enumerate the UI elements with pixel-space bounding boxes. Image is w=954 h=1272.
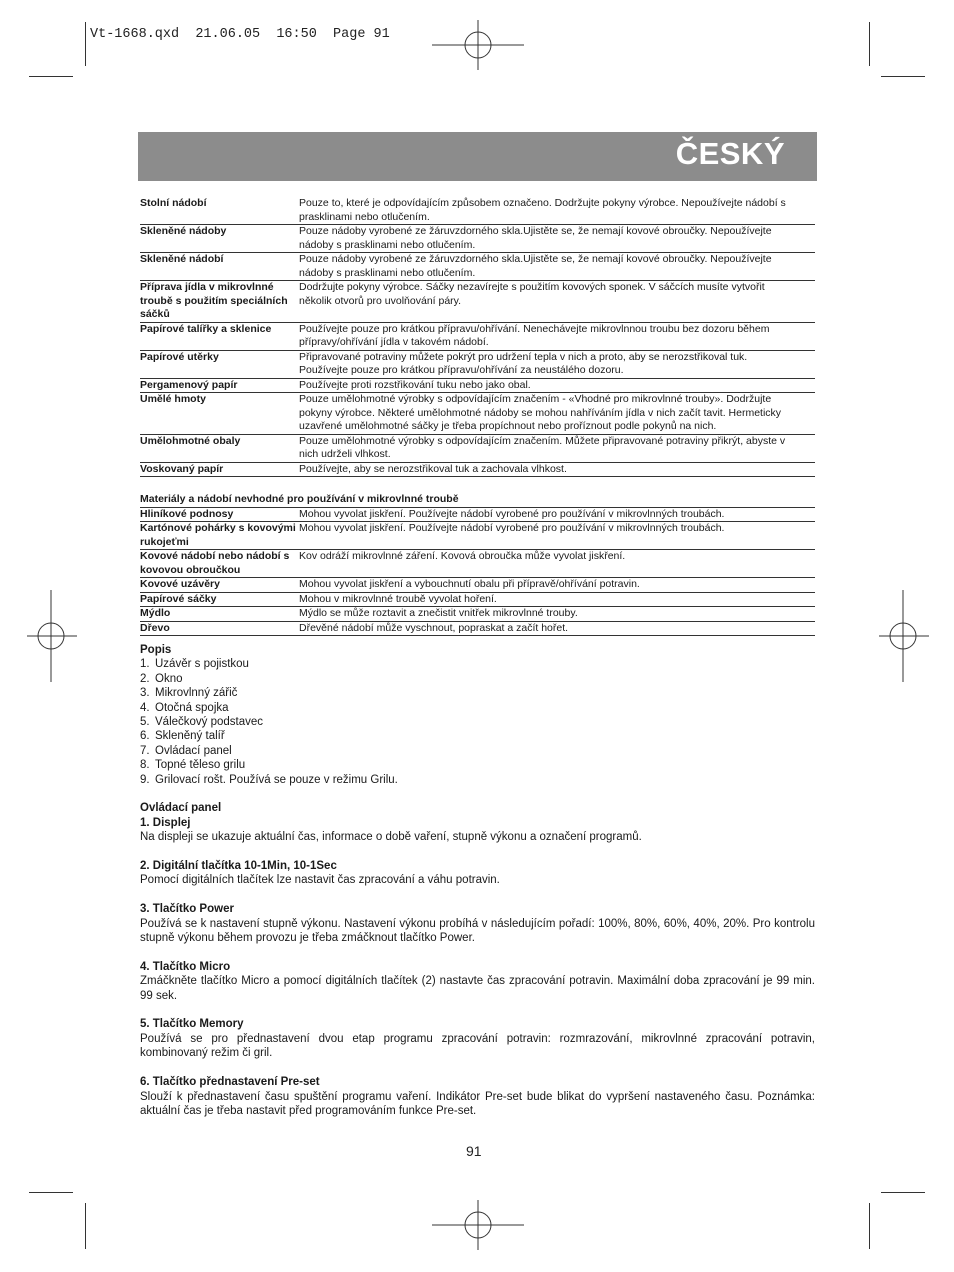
list-item [140,729,815,743]
list-item [140,773,815,787]
section-title: 6. Tlačítko přednastavení Pre-set [140,1076,320,1089]
registration-mark-icon [879,590,929,682]
crop-mark [29,1192,73,1193]
unsuitable-table-heading: Materiály a nádobí nevhodné pro používání v mikrovlnné troubě [140,493,815,508]
section-title: 2. Digitální tlačítka 10-1Min, 10-1Sec [140,860,337,873]
registration-mark-icon [27,590,77,682]
crop-mark [881,76,925,77]
material-description: Připravované potraviny můžete pokrýt pro udržení tepla v nich a proto, aby se nerozstřikoval tuk. Používejte pouze pro krátkou přípravu/ohřívání za neustálého dozoru. [299,350,748,376]
table-row [140,593,815,608]
material-name: Skleněné nádoby [140,225,227,237]
material-name: Příprava jídla v mikrovlnné troubě s použitím speciálních sáčků [140,281,288,320]
popis-heading: Popis [140,644,172,656]
table-row [140,508,815,523]
crop-mark [29,76,73,77]
material-name: Skleněné nádobí [140,253,224,265]
table-row [140,435,815,463]
material-description: Používejte, aby se nerozstřikoval tuk a zachovala vlhkost. [299,462,567,475]
material-name: Papírové talířky a sklenice [140,322,272,335]
material-name: Kovové nádobí nebo nádobí s kovovou obroučkou [140,550,290,576]
section-text: Používá se pro přednastavení dvou etap programu zpracování potravin: rozmrazování, mikrovlnné zpracování potravin, kombinovaný režim či gril. [140,1032,815,1060]
crop-mark [869,1203,870,1249]
material-name: Voskovaný papír [140,462,224,475]
section-title: 3. Tlačítko Power [140,903,234,916]
section-text: Pomocí digitálních tlačítek lze nastavit čas zpracování a váhu potravin. [140,874,500,887]
table-row [140,550,815,578]
section-title: 1. Displej [140,816,191,829]
crop-mark [881,1192,925,1193]
crop-mark [85,1203,86,1249]
crop-mark [85,22,86,66]
table-row [140,323,815,351]
section-text: Slouží k přednastavení času spuštění programu vaření. Indikátor Pre-set bude blikat do vypršení nastaveného času. Poznámka: aktuální čas je třeba nastavit před programováním funkce Pre-set. [140,1090,815,1117]
material-name: Umělohmotné obaly [140,434,241,447]
table-row [140,225,815,253]
material-description: Používejte proti rozstřikování tuku nebo jako obal. [299,378,531,391]
material-name: Umělé hmoty [140,393,206,405]
list-item-number: 4. [140,701,150,714]
material-name: Papírové sáčky [140,592,217,605]
list-item-text: Uzávěr s pojistkou [155,658,249,671]
material-name: Pergamenový papír [140,378,238,391]
material-description: Mohou vyvolat jiskření. Používejte nádobí vyrobené pro používání v mikrovlnných troubách. [299,522,725,534]
list-item-text: Válečkový podstavec [155,716,264,729]
list-item-number: 1. [140,658,150,671]
material-name: Papírové utěrky [140,350,219,363]
table-row [140,253,815,281]
registration-mark-icon [432,20,524,70]
list-item [140,701,815,715]
table-row [140,463,815,478]
material-name: Kovové uzávěry [140,578,220,590]
list-item-number: 7. [140,744,150,757]
material-description: Pouze umělohmotné výrobky s odpovídajícím značením. Můžete připravované potraviny přikrýt, abyste v nich udrželi vlhkost. [299,434,786,460]
material-name: Stolní nádobí [140,197,207,209]
section-text: Zmáčkněte tlačítko Micro a pomocí digitálních tlačítek (2) nastavte čas zpracování potravin. Maximální doba zpracování je 99 min. 99 sek. [140,975,815,1002]
material-description: Pouze nádoby vyrobené ze žáruvzdorného skla.Ujistěte se, že nemají kovové obroučky. Nepoužívejte nádoby s prasklinami nebo otlučením. [299,253,772,279]
material-description: Pouze umělohmotné výrobky s odpovídajícím značením - «Vhodné pro mikrovlnné trouby». Dodržujte pokyny výrobce. Některé umělohmotné nádoby se mohou nahříváním jídla v nich začít tavit. Hermeticky uzavřené umělohmotné sáčky je třeba propíchnout nebo proříznout podle pokynů na nich. [299,393,782,432]
unsuitable-cookware-table [140,493,815,636]
material-name: Hliníkové podnosy [140,507,234,520]
section-title: 5. Tlačítko Memory [140,1018,244,1031]
table-row [140,393,815,435]
list-item-number: 6. [140,730,150,743]
material-description: Používejte pouze pro krátkou přípravu/ohřívání. Nenechávejte mikrovlnnou troubu bez dozoru během přípravy/ohřívání jídla v takovém nádobí. [299,322,770,348]
panel-heading: Ovládací panel [140,802,222,815]
material-description: Mohou v mikrovlnné troubě vyvolat hoření. [299,592,497,605]
material-description: Mohou vyvolat jiskření a vybouchnutí obalu při přípravě/ohřívání potravin. [299,578,640,590]
section-title: 4. Tlačítko Micro [140,960,231,973]
suitable-cookware-table [140,197,815,477]
list-item [140,686,815,700]
print-slug: Vt-1668.qxd 21.06.05 16:50 Page 91 [90,27,390,42]
registration-mark-icon [432,1200,524,1250]
table-row [140,197,815,225]
table-row [140,607,815,622]
list-item-text: Okno [155,672,183,685]
list-item-number: 2. [140,672,150,685]
list-item [140,744,815,758]
description-section [140,643,815,1118]
material-description: Kov odráží mikrovlnné záření. Kovová obroučka může vyvolat jiskření. [299,550,626,562]
material-description: Dodržujte pokyny výrobce. Sáčky nezavírejte s použitím kovových sponek. V sáčcích musíte vytvořit několik otvorů pro uvolňování páry. [299,281,765,307]
table-row [140,578,815,593]
list-item [140,657,815,671]
table-row [140,281,815,323]
list-item [140,672,815,686]
material-description: Pouze nádoby vyrobené ze žáruvzdorného skla.Ujistěte se, že nemají kovové obroučky. Nepoužívejte nádoby s prasklinami nebo otlučením. [299,225,772,251]
list-item [140,758,815,772]
material-description: Dřevěné nádobí může vyschnout, popraskat a začít hořet. [299,621,569,634]
material-name: Dřevo [140,621,170,634]
table-row [140,622,815,637]
list-item-number: 5. [140,716,150,729]
table-row [140,379,815,394]
material-name: Kartónové pohárky s kovovými rukojeťmi [140,522,296,548]
material-description: Mohou vyvolat jiskření. Používejte nádobí vyrobené pro používání v mikrovlnných troubách. [299,507,725,520]
page-title: ČESKÝ [675,136,785,171]
list-item-text: Mikrovlnný zářič [155,687,238,700]
crop-mark [869,22,870,66]
list-item-text: Skleněný talíř [155,730,225,743]
table-row [140,351,815,379]
list-item [140,715,815,729]
list-item-text: Otočná spojka [155,701,229,714]
list-item-number: 3. [140,687,150,700]
language-header [138,132,817,181]
section-text: Používá se k nastavení stupně výkonu. Nastavení výkonu probíhá v následujícím pořadí: 100%, 80%, 60%, 40%, 20%. Pro kontrolu stupně výkonu během provozu je třeba zmáčknout tlačítko Power. [140,917,815,945]
table-row [140,522,815,550]
material-description: Pouze to, které je odpovídajícím způsobem označeno. Dodržujte pokyny výrobce. Nepoužívejte nádobí s prasklinami nebo otlučením. [299,197,786,223]
list-item-text: Ovládací panel [155,744,232,757]
material-name: Mýdlo [140,607,171,619]
list-item-text: Topné těleso grilu [155,759,246,772]
list-item-number: 9. [140,773,150,786]
parts-list [140,657,815,787]
list-item-number: 8. [140,759,150,772]
page-number: 91 [466,1143,482,1159]
material-description: Mýdlo se může roztavit a znečistit vnitřek mikrovlnné trouby. [299,607,578,619]
section-text: Na displeji se ukazuje aktuální čas, informace o době vaření, stupně výkonu a označení programů. [140,831,642,844]
panel-sections [140,816,815,1118]
list-item-text: Grilovací rošt. Používá se pouze v režimu Grilu. [155,773,398,786]
